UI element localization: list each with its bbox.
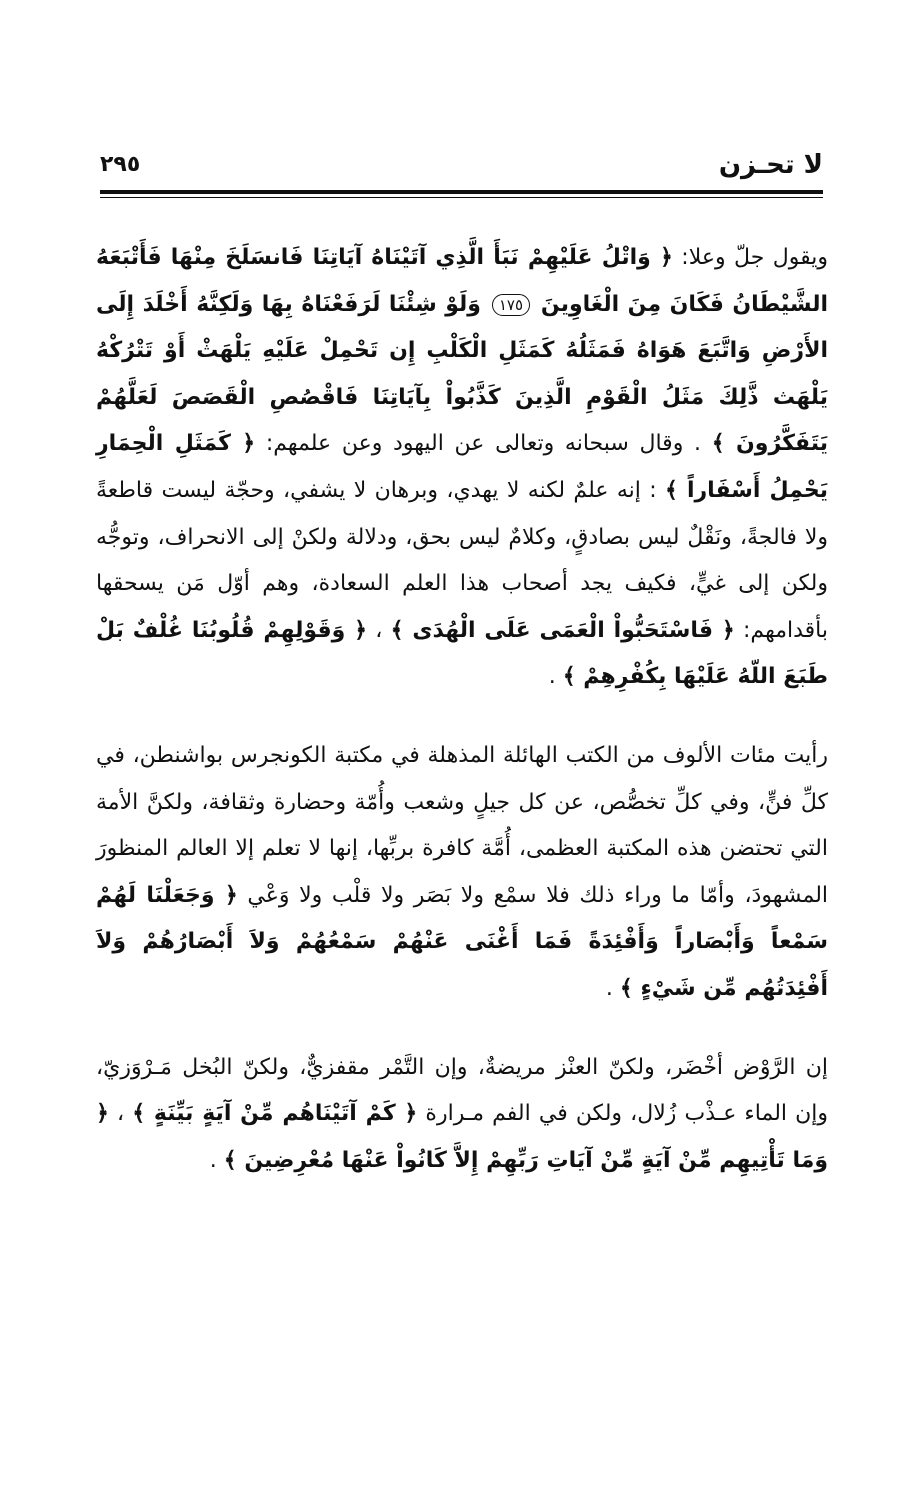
text-segment: . [548,664,556,690]
header-rule-thick [100,190,823,194]
paragraph-3 [96,1045,828,1185]
text-segment: ويقول جلّ وعلا: [672,245,828,270]
text-segment: ، [108,1101,125,1127]
paragraph-1 [96,235,828,701]
page-header [100,148,823,188]
quran-quote: ﴿ كَمَثَلِ الْحِمَارِ يَحْمِلُ أَسْفَاراً ﴾ [96,431,828,503]
quran-quote: ﴿ وَقَوْلِهِمْ قُلُوبُنَا غُلْفٌ بَلْ طَبَعَ اللّهُ عَلَيْهَا بِكُفْرِهِمْ ﴾ [96,617,828,690]
text-segment: إن الرَّوْض أخْضَر، ولكنّ العنْز مريضةٌ، وإن التَّمْر مقفزيٌّ، ولكنّ البُخل مَـرْوَزيّ، وإن الماء عـذْب زُلال، ولكن في الفم مـرارة [96,1054,829,1127]
paragraph-2 [96,733,828,1013]
quran-quote: ﴿ كَمْ آتَيْنَاهُم مِّنْ آيَةٍ بَيِّنَةٍ ﴾ [132,1101,418,1127]
ayah-number-marker: ١٧٥ [492,294,530,316]
text-segment: رأيت مئات الألوف من الكتب الهائلة المذهلة في مكتبة الكونجرس بواشنطن، في كلِّ فنٍّ، وفي كلِّ تخصُّص، عن كل جيلٍ وشعب وأُمّة وحضارة وثقافة، ولكنَّ الأمة التي تحتضن هذه المكتبة العظمى، أُمَّة كافرة بربِّها، إنها لا تعلم إلا العالم المنظورَ المشهودَ، وأمّا ما وراء ذلك فلا سمْع ولا بَصَر ولا قلْب ولا وَعْي [96,742,829,908]
text-segment: : إنه علمٌ لكنه لا يهدي، وبرهان لا يشفي، وحجّة ليست قاطعةً ولا فالجةً، ونَقْلٌ ليس بصادقٍ، وكلامٌ ليس بحق، ودلالة ولكنْ إلى الانحراف، وتوجُّه ولكن إلى غيٍّ، فكيف يجد أصحاب هذا العلم السعادة، وهم أوّل مَن يسحقها بأقدامهم: [96,477,828,643]
text-segment: . [209,1147,217,1173]
text-segment: . [605,975,613,1001]
quran-quote: ﴿ فَاسْتَحَبُّواْ الْعَمَى عَلَى الْهُدَى ﴾ [390,617,735,643]
quran-quote: ﴿ وَجَعَلْنَا لَهُمْ سَمْعاً وَأَبْصَاراً وَأَفْئِدَةً فَمَا أَغْنَى عَنْهُمْ سَمْعُهُمْ وَلاَ أَبْصَارُهُمْ وَلاَ أَفْئِدَتُهُم مِّن شَيْءٍ ﴾ [96,882,828,1001]
quran-quote: ﴿ وَمَا تَأْتِيهِم مِّنْ آيَةٍ مِّنْ آيَاتِ رَبِّهِمْ إِلاَّ كَانُواْ عَنْهَا مُعْرِضِينَ ﴾ [96,1101,828,1173]
quran-quote: وَلَوْ شِئْنَا لَرَفَعْنَاهُ بِهَا وَلَكِنَّهُ أَخْلَدَ إِلَى الأَرْضِ وَاتَّبَعَ هَوَاهُ فَمَثَلُهُ كَمَثَلِ الْكَلْبِ إِن تَحْمِلْ عَلَيْهِ يَلْهَثْ أَوْ تَتْرُكْهُ يَلْهَث ذَّلِكَ مَثَلُ الْقَوْمِ الَّذِينَ كَذَّبُواْ بِآيَاتِنَا فَاقْصُصِ الْقَصَصَ لَعَلَّهُمْ يَتَفَكَّرُونَ ﴾ [96,291,829,457]
header-rule-thin [100,197,823,198]
text-segment: ، [367,617,383,643]
running-title: لا تحـزن [718,150,823,180]
body-text [96,235,828,1184]
text-segment: . وقال سبحانه وتعالى عن اليهود وعن علمهم: [255,431,702,457]
page-number: ٢٩٥ [100,152,141,177]
quran-quote: ﴿ وَاتْلُ عَلَيْهِمْ نَبَأَ الَّذِي آتَيْنَاهُ آيَاتِنَا فَانسَلَخَ مِنْهَا فَأَتْبَعَهُ الشَّيْطَانُ فَكَانَ مِنَ الْغَاوِينَ [96,245,829,317]
